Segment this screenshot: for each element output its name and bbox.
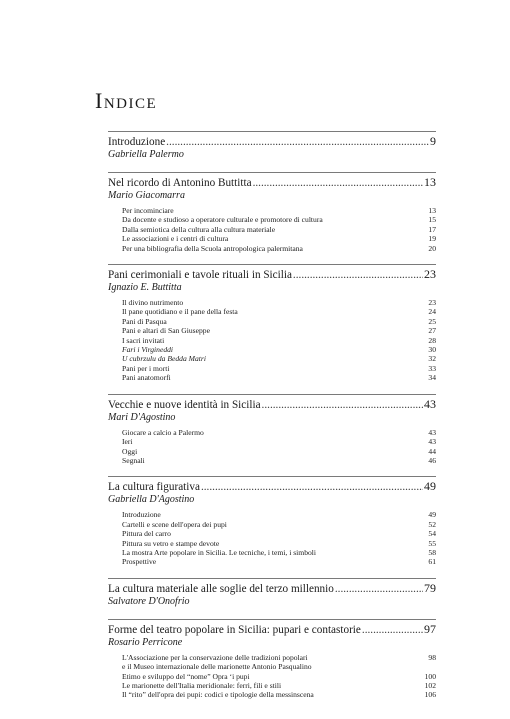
entry-page-number: 49: [428, 510, 436, 520]
section-title: Nel ricordo di Antonino Buttitta: [108, 177, 252, 189]
entry-title: Le marionette dell'Italia meridionale: ferri, fili e stili: [122, 680, 282, 690]
toc-entry[interactable]: [122, 510, 436, 519]
entry-title: Ieri: [122, 437, 133, 447]
section-author: Gabriella D'Agostino: [108, 494, 195, 506]
toc-entry[interactable]: [122, 539, 436, 548]
toc-entry[interactable]: [122, 529, 436, 538]
toc-entry[interactable]: [122, 215, 436, 224]
toc-section: [108, 167, 436, 253]
section-page-number: 97: [424, 621, 436, 636]
toc-section: [108, 614, 436, 700]
section-page-number: 13: [424, 175, 436, 189]
toc-entry[interactable]: [122, 557, 436, 566]
entry-page-number: 58: [428, 547, 436, 557]
toc-section: [108, 471, 436, 566]
entry-title: L'Associazione per la conservazione delle tradizioni popolari e il Museo internazionale delle marionette Antonio Pasqualino: [122, 652, 312, 672]
toc-section: [108, 259, 436, 383]
entry-page-number: 24: [428, 307, 436, 317]
entry-page-number: 27: [428, 326, 436, 336]
entry-title: Segnali: [122, 455, 145, 465]
section-heading[interactable]: [108, 131, 436, 149]
section-items: [108, 653, 436, 700]
section-author: Mari D'Agostino: [108, 411, 176, 423]
section-title: Vecchie e nuove identità in Sicilia: [108, 398, 261, 411]
toc-entry[interactable]: [122, 447, 436, 456]
section-items: [108, 510, 436, 566]
entry-page-number: 61: [428, 557, 436, 567]
entry-title: Dalla semiotica della cultura alla cultura materiale: [122, 224, 276, 234]
toc-entry[interactable]: [122, 690, 436, 699]
section-items: [108, 298, 436, 383]
section-heading[interactable]: [108, 264, 436, 282]
toc-entry[interactable]: [122, 234, 436, 243]
section-title: Pani cerimoniali e tavole rituali in Sicilia: [108, 269, 292, 282]
section-author: Gabriella Palermo: [108, 149, 184, 160]
section-page-number: 49: [424, 479, 436, 494]
section-heading[interactable]: [108, 172, 436, 190]
entry-title: Pani anatomorfi: [122, 373, 171, 383]
toc-entry[interactable]: [122, 298, 436, 307]
entry-page-number: 32: [428, 354, 436, 364]
section-title: La cultura materiale alle soglie del terzo millennio: [108, 582, 334, 595]
entry-page-number: 43: [428, 437, 436, 447]
entry-page-number: 17: [428, 224, 436, 234]
entry-title: Introduzione: [122, 510, 161, 520]
entry-page-number: 34: [428, 373, 436, 383]
section-title: Introduzione: [108, 136, 166, 148]
entry-title: Pani e altari di San Giuseppe: [122, 326, 210, 336]
entry-title: Cartelli e scene dell'opera dei pupi: [122, 519, 227, 529]
entry-title: Pittura su vetro e stampe devote: [122, 538, 220, 548]
entry-page-number: 23: [428, 298, 436, 308]
page-title: Indice: [95, 88, 158, 113]
section-page-number: 43: [424, 396, 436, 411]
entry-page-number: 46: [428, 455, 436, 465]
section-heading[interactable]: [108, 619, 436, 637]
entry-page-number: 19: [428, 234, 436, 244]
section-author: Salvatore D'Onofrio: [108, 595, 190, 607]
section-items: [108, 206, 436, 253]
entry-page-number: 13: [428, 206, 436, 215]
entry-title: Le associazioni e i centri di cultura: [122, 234, 229, 244]
toc-entry[interactable]: [122, 244, 436, 253]
entry-title: Giocare a calcio a Palermo: [122, 427, 204, 437]
toc-entry[interactable]: [122, 336, 436, 345]
entry-title: Pani di Pasqua: [122, 316, 167, 326]
entry-title: Il divino nutrimento: [122, 298, 184, 308]
section-heading[interactable]: [108, 476, 436, 494]
leader-dots: [201, 481, 423, 494]
entry-title: Per una bibliografia della Scuola antropologica palermitana: [122, 243, 303, 253]
toc-entry[interactable]: [122, 206, 436, 215]
toc-section: [108, 389, 436, 466]
entry-title: Etimo e sviluppo del “nome” Opra ‘i pupi: [122, 671, 250, 681]
section-title: Forme del teatro popolare in Sicilia: pupari e contastorie: [108, 623, 361, 636]
entry-title: Pittura del carro: [122, 529, 171, 539]
entry-title: I sacri invitati: [122, 335, 165, 345]
entry-title: Oggi: [122, 446, 138, 456]
entry-title: Da docente e studioso a operatore culturale e promotore di cultura: [122, 215, 323, 225]
entry-page-number: 44: [428, 446, 436, 456]
leader-dots: [253, 177, 423, 190]
toc-entry[interactable]: [122, 428, 436, 437]
entry-title: Il “rito” dell'opra dei pupi: codici e tipologie della messinscena: [122, 690, 314, 700]
toc-entry[interactable]: [122, 326, 436, 335]
leader-dots: [166, 136, 429, 149]
toc-entry[interactable]: [122, 653, 436, 672]
entry-page-number: 54: [428, 529, 436, 539]
entry-page-number: 52: [428, 519, 436, 529]
entry-page-number: 98: [428, 652, 436, 662]
toc-entry[interactable]: [122, 548, 436, 557]
section-author: Ignazio E. Buttitta: [108, 282, 182, 294]
section-page-number: 9: [430, 134, 436, 148]
entry-title: La mostra Arte popolare in Sicilia. Le tecniche, i temi, i simboli: [122, 547, 317, 557]
leader-dots: [262, 399, 423, 412]
entry-page-number: 30: [428, 345, 436, 355]
entry-title: Per incominciare: [122, 206, 174, 215]
section-page-number: 79: [424, 580, 436, 595]
toc-entry[interactable]: [122, 437, 436, 446]
toc-entry[interactable]: [122, 354, 436, 363]
toc-entry[interactable]: [122, 681, 436, 690]
leader-dots: [293, 269, 423, 282]
toc-section: [108, 126, 436, 161]
entry-page-number: 28: [428, 335, 436, 345]
entry-page-number: 55: [428, 538, 436, 548]
toc-entry[interactable]: [122, 317, 436, 326]
entry-page-number: 43: [428, 427, 436, 437]
toc-entry[interactable]: [122, 225, 436, 234]
leader-dots: [335, 583, 423, 596]
entry-page-number: 33: [428, 363, 436, 373]
toc-entry[interactable]: [122, 364, 436, 373]
entry-page-number: 100: [424, 671, 436, 681]
entry-title: U cubrzulu da Bedda Matri: [122, 354, 206, 364]
toc-entry[interactable]: [122, 672, 436, 681]
toc-entry[interactable]: [122, 456, 436, 465]
entry-page-number: 102: [424, 680, 436, 690]
section-heading[interactable]: [108, 578, 436, 596]
entry-page-number: 20: [428, 243, 436, 253]
entry-page-number: 106: [424, 690, 436, 700]
toc-entry[interactable]: [122, 373, 436, 382]
toc-entry[interactable]: [122, 345, 436, 354]
section-title: La cultura figurativa: [108, 481, 200, 494]
toc-entry[interactable]: [122, 520, 436, 529]
section-heading[interactable]: [108, 394, 436, 412]
entry-title: Pani per i morti: [122, 363, 170, 373]
section-items: [108, 428, 436, 466]
leader-dots: [362, 624, 423, 637]
entry-title: Prospettive: [122, 557, 157, 567]
entry-page-number: 25: [428, 316, 436, 326]
table-of-contents: [108, 126, 436, 700]
entry-title: Fari i Virgineddi: [122, 345, 174, 355]
entry-title: Il pane quotidiano e il pane della festa: [122, 307, 238, 317]
section-author: Mario Giacomarra: [108, 190, 185, 201]
entry-page-number: 15: [428, 215, 436, 225]
section-page-number: 23: [424, 267, 436, 282]
toc-section: [108, 573, 436, 608]
toc-entry[interactable]: [122, 307, 436, 316]
section-author: Rosario Perricone: [108, 636, 183, 648]
